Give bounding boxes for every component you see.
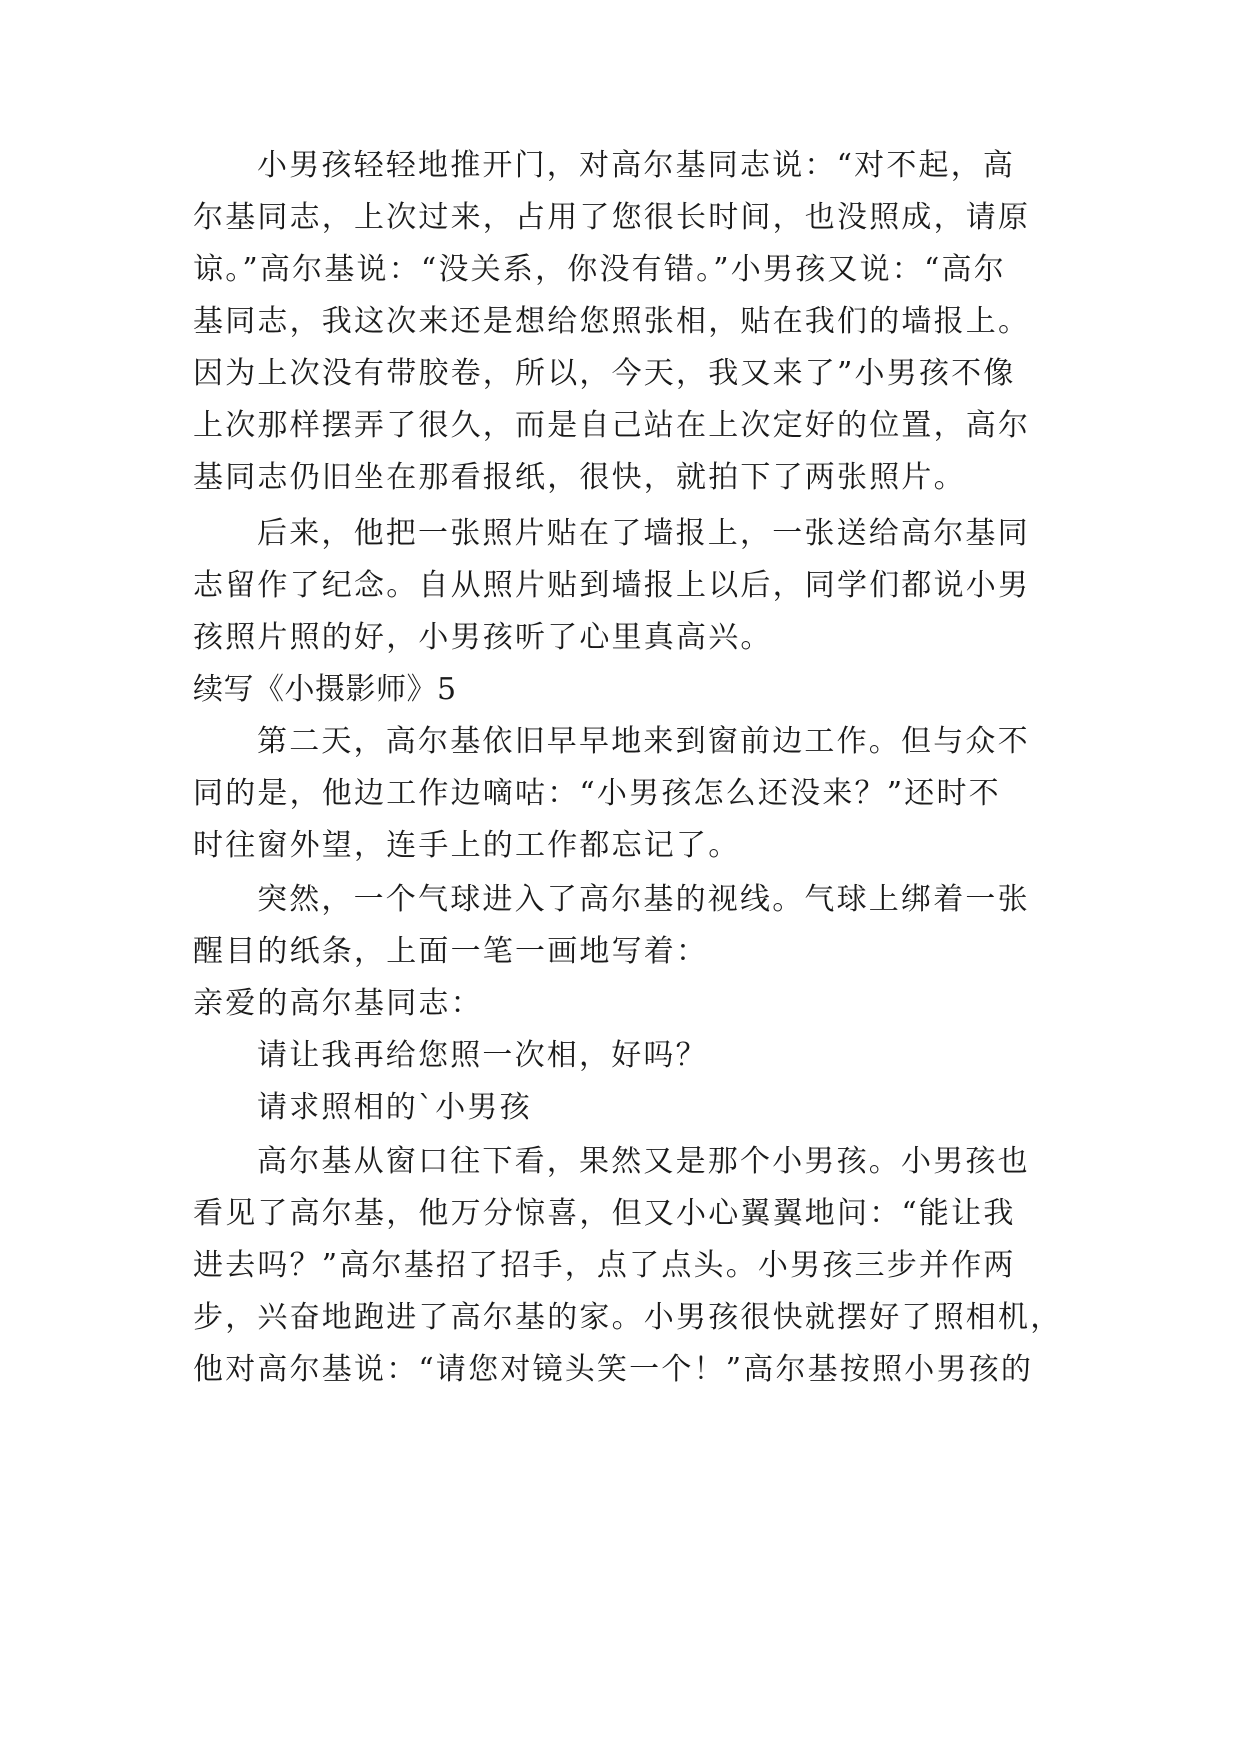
text-line: 进去吗？”高尔基招了招手，点了点头。小男孩三步并作两 <box>193 1248 1016 1283</box>
text-line: 谅。”高尔基说：“没关系，你没有错。”小男孩又说：“高尔 <box>193 252 1006 287</box>
text-line: 高尔基从窗口往下看，果然又是那个小男孩。小男孩也 <box>257 1144 1030 1179</box>
text-line: 上次那样摆弄了很久，而是自己站在上次定好的位置，高尔 <box>193 408 1031 443</box>
text-line: 尔基同志，上次过来，占用了您很长时间，也没照成，请原 <box>193 200 1031 235</box>
text-line: 因为上次没有带胶卷，所以，今天，我又来了”小男孩不像 <box>193 356 1016 391</box>
text-line: 时往窗外望，连手上的工作都忘记了。 <box>193 828 741 863</box>
text-line: 第二天，高尔基依旧早早地来到窗前边工作。但与众不 <box>257 724 1030 759</box>
letter-body: 请让我再给您照一次相，好吗？ <box>257 1038 708 1073</box>
section-heading: 续写《小摄影师》5 <box>193 672 457 707</box>
text-line: 突然，一个气球进入了高尔基的视线。气球上绑着一张 <box>257 882 1030 917</box>
text-line: 同的是，他边工作边嘀咕：“小男孩怎么还没来？”还时不 <box>193 776 1001 811</box>
text-line: 基同志，我这次来还是想给您照张相，贴在我们的墙报上。 <box>193 304 1031 339</box>
letter-signature: 请求照相的`小男孩 <box>257 1090 532 1125</box>
text-line: 醒目的纸条，上面一笔一画地写着： <box>193 934 709 969</box>
text-line: 步，兴奋地跑进了高尔基的家。小男孩很快就摆好了照相机， <box>193 1300 1063 1335</box>
text-line: 后来，他把一张照片贴在了墙报上，一张送给高尔基同 <box>257 516 1030 551</box>
text-line: 他对高尔基说：“请您对镜头笑一个！”高尔基按照小男孩的 <box>193 1352 1034 1387</box>
text-line: 小男孩轻轻地推开门，对高尔基同志说：“对不起，高 <box>257 148 1016 183</box>
text-line: 基同志仍旧坐在那看报纸，很快，就拍下了两张照片。 <box>193 460 966 495</box>
letter-salutation: 亲爱的高尔基同志： <box>193 986 483 1021</box>
text-line: 志留作了纪念。自从照片贴到墙报上以后，同学们都说小男 <box>193 568 1031 603</box>
text-line: 看见了高尔基，他万分惊喜，但又小心翼翼地问：“能让我 <box>193 1196 1016 1231</box>
text-line: 孩照片照的好，小男孩听了心里真高兴。 <box>193 620 773 655</box>
